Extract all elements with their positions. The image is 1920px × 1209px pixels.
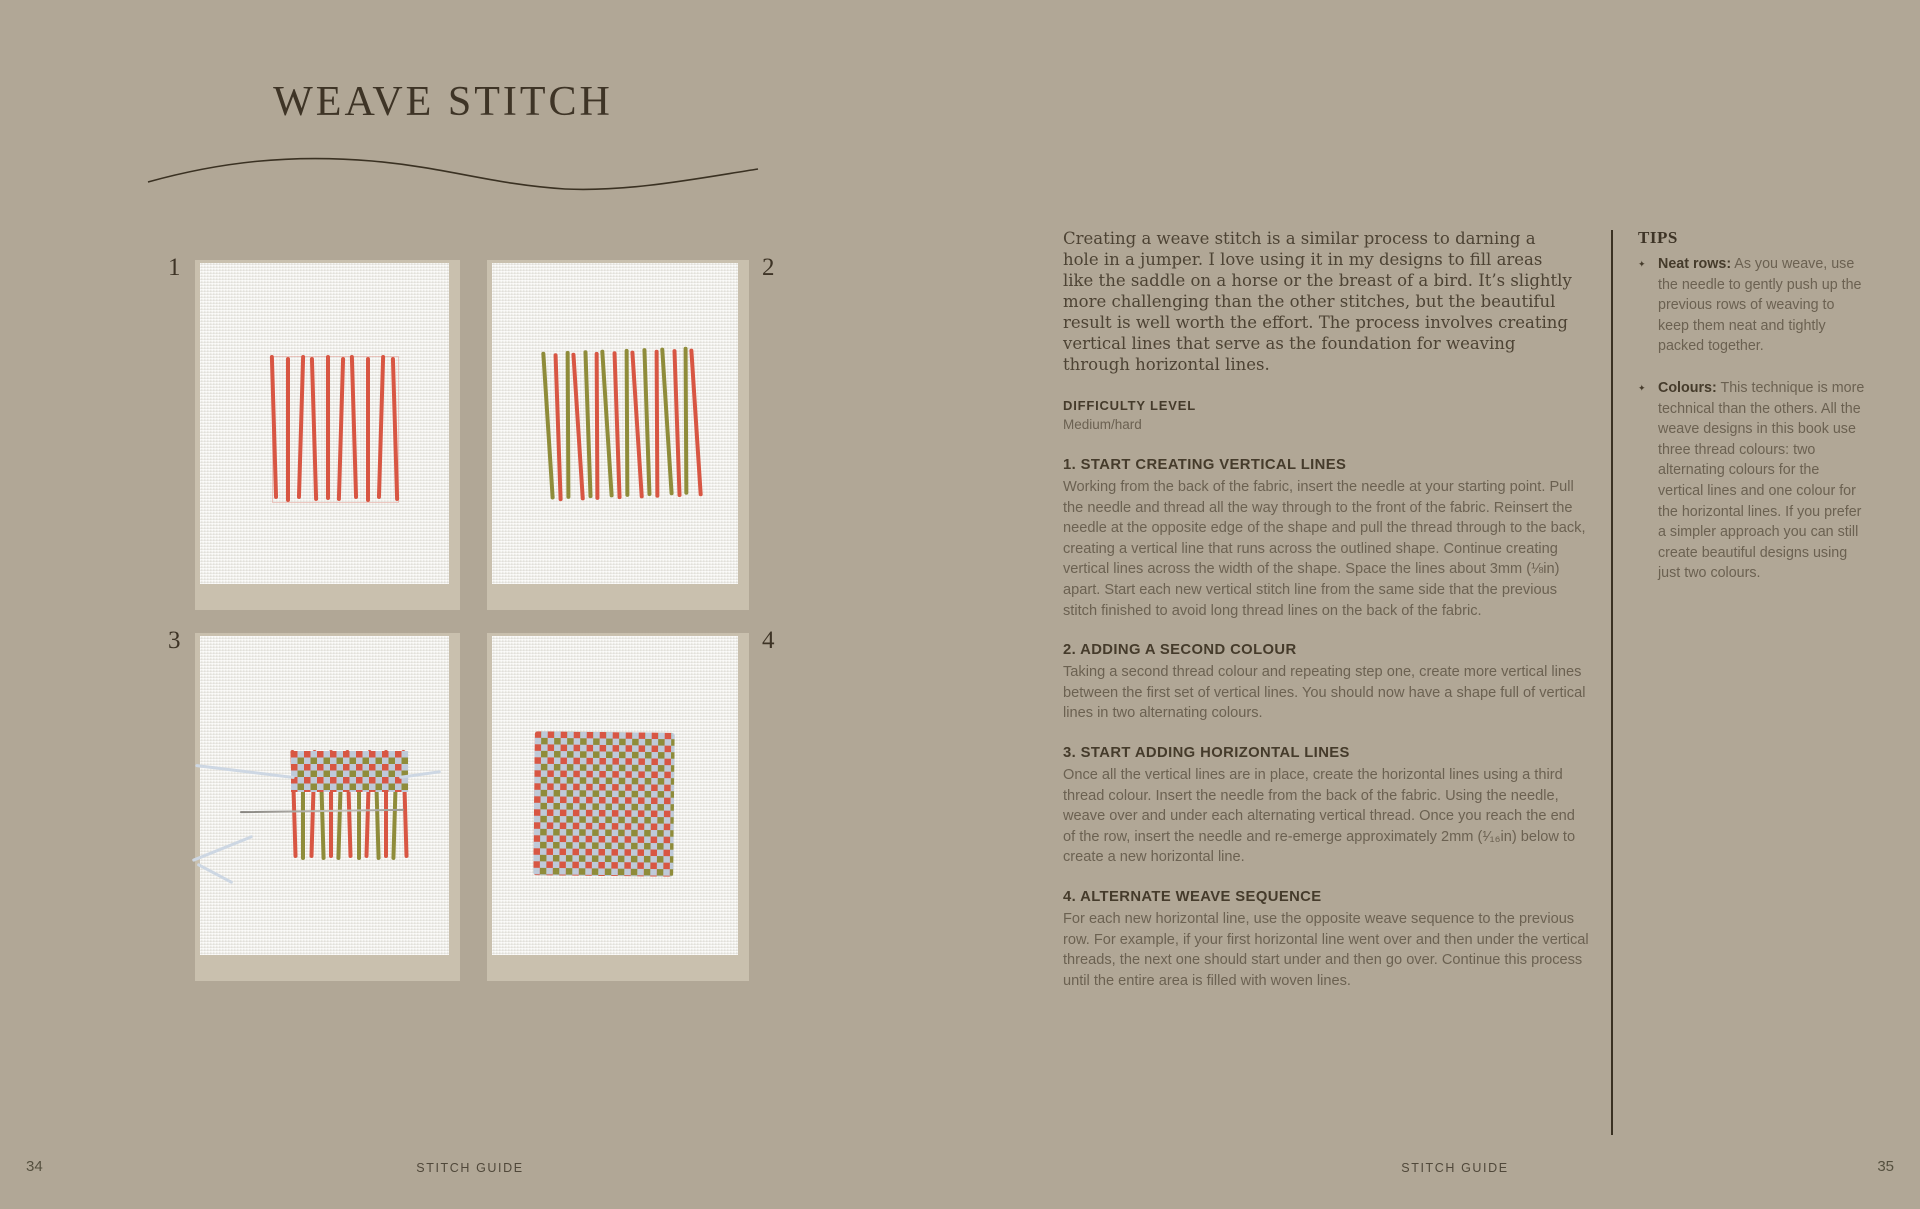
linen-fabric — [492, 263, 738, 584]
stitch-bar — [366, 357, 370, 501]
page-number-right: 35 — [1877, 1158, 1894, 1175]
running-head-right: STITCH GUIDE — [1401, 1161, 1509, 1175]
tip-text — [1658, 378, 1868, 584]
stitch-bar — [690, 348, 704, 496]
page-title: WEAVE STITCH — [273, 79, 613, 125]
tips-heading: TIPS — [1638, 228, 1678, 247]
step-section-3 — [1063, 745, 1590, 868]
step-heading: 2. ADDING A SECOND COLOUR — [1063, 642, 1297, 659]
step-body: For each new horizontal line, use the opposite weave sequence to the previous row. For example, if your first horizontal line went over and then under the vertical threads, the next one should start under and then go over. Continue this process until the entire area is filled with woven lines. — [1063, 910, 1589, 989]
stitch-bar — [297, 355, 305, 499]
tip-label: Colours: — [1658, 379, 1717, 396]
tip-body: This technique is more technical than the others. All the weave designs in this book use three thread colours: two alternating colours for the vertical lines and one colour for the horizontal lines. If you prefer a simpler approach you can still create beautiful designs using just two colours. — [1658, 379, 1865, 582]
figure-photo-1 — [195, 260, 460, 610]
article-column — [1063, 228, 1590, 1012]
figure-number-2: 2 — [762, 254, 775, 281]
step-body: Taking a second thread colour and repeating step one, create more vertical lines between the first set of vertical lines. You should now have a shape full of vertical lines in two alternating colours. — [1063, 664, 1586, 722]
stitch-bar — [655, 349, 660, 497]
stitch-bar — [595, 352, 600, 500]
figure-number-3: 3 — [168, 627, 181, 654]
step-heading: 3. START ADDING HORIZONTAL LINES — [1063, 744, 1350, 761]
blue-thread — [197, 863, 234, 884]
stitch-bar — [541, 351, 555, 499]
stitch-bar — [286, 357, 290, 501]
stitch-bar — [337, 357, 345, 501]
woven-rows — [291, 751, 408, 792]
stitch-bar — [326, 355, 330, 499]
tip-item-colours — [1638, 378, 1868, 584]
tips-divider-rule — [1611, 230, 1613, 1135]
figure-photo-3 — [195, 633, 460, 981]
linen-fabric — [200, 263, 449, 584]
difficulty-value: Medium/hard — [1063, 417, 1142, 432]
stitch-bar — [270, 355, 278, 499]
blue-thread — [195, 764, 294, 779]
vertical-stitches-coral — [272, 356, 397, 500]
linen-fabric — [492, 636, 738, 955]
step-body: Once all the vertical lines are in place, create the horizontal lines using a third thread colour. Insert the needle from the back of the fabric. Using the needle, weave over and under each alternating vertical thread. Once you reach the end of the row, insert the needle and re-emerge approximately 2mm (¹⁄₁₆in) below to create a new horizontal line. — [1063, 766, 1576, 866]
stitch-bar — [350, 355, 358, 499]
completed-weave-square — [533, 731, 675, 876]
difficulty-heading: DIFFICULTY LEVEL — [1063, 398, 1196, 413]
stitch-bar — [310, 357, 318, 501]
bullet-icon: ✦ — [1638, 259, 1646, 269]
stitch-bar — [553, 353, 562, 501]
running-head-left: STITCH GUIDE — [416, 1161, 524, 1175]
stitch-bar — [601, 349, 615, 497]
step-heading: 1. START CREATING VERTICAL LINES — [1063, 457, 1347, 473]
step-body: Working from the back of the fabric, insert the needle at your starting point. Pull the needle and thread all the way through to the front of the fabric. Reinsert the needle at the opposite edge of the shape and pull the thread through to the back, creating a vertical line that runs across the outlined shape. Continue creating vertical lines across the width of the shape. Space the lines about 3mm (⅛in) apart. Start each new vertical stitch line from the same side that the previous stitch finished to avoid long thread lines on the back of the fabric. — [1063, 479, 1586, 619]
page-number-left: 34 — [26, 1158, 43, 1175]
linen-fabric — [200, 636, 449, 955]
decorative-flourish-line — [140, 148, 770, 203]
step-section-4 — [1063, 889, 1590, 991]
figure-number-1: 1 — [168, 254, 181, 281]
stitch-bar — [625, 348, 630, 496]
tips-sidebar — [1638, 228, 1868, 605]
tip-text — [1658, 254, 1868, 357]
bullet-icon: ✦ — [1638, 382, 1646, 393]
vertical-stitches-two-colours — [544, 347, 702, 500]
stitch-bar — [630, 350, 644, 498]
tip-body: As you weave, use the needle to gently push up the previous rows of weaving to keep them neat and tightly packed together. — [1658, 256, 1862, 355]
stitch-bar — [377, 355, 385, 499]
figure-number-4: 4 — [762, 627, 775, 654]
figure-photo-2 — [487, 260, 749, 610]
intro-paragraph: Creating a weave stitch is a similar process to darning a hole in a jumper. I love using it in my designs to fill areas like the saddle on a horse or the breast of a bird. It’s slightly more challenging than the other stitches, but the beautiful result is well worth the effort. The process involves creating vertical lines that serve as the foundation for weaving through horizontal lines. — [1063, 229, 1572, 374]
stitch-bar — [566, 351, 571, 499]
tip-label: Neat rows: — [1658, 256, 1732, 272]
stitch-bar — [613, 351, 622, 499]
blue-thread — [192, 835, 253, 862]
figure-photo-4 — [487, 633, 749, 981]
stitch-bar — [583, 350, 592, 498]
step-section-2 — [1063, 642, 1590, 724]
stitch-bar — [660, 347, 674, 495]
stitch-bar — [672, 349, 681, 497]
stitch-bar — [642, 348, 651, 496]
tip-item-neat-rows — [1638, 254, 1868, 357]
step-heading: 4. ALTERNATE WEAVE SEQUENCE — [1063, 888, 1322, 905]
stitch-bar — [571, 352, 585, 500]
stitch-bar — [684, 346, 689, 494]
difficulty-block — [1063, 398, 1590, 432]
step-section-1 — [1063, 457, 1590, 621]
